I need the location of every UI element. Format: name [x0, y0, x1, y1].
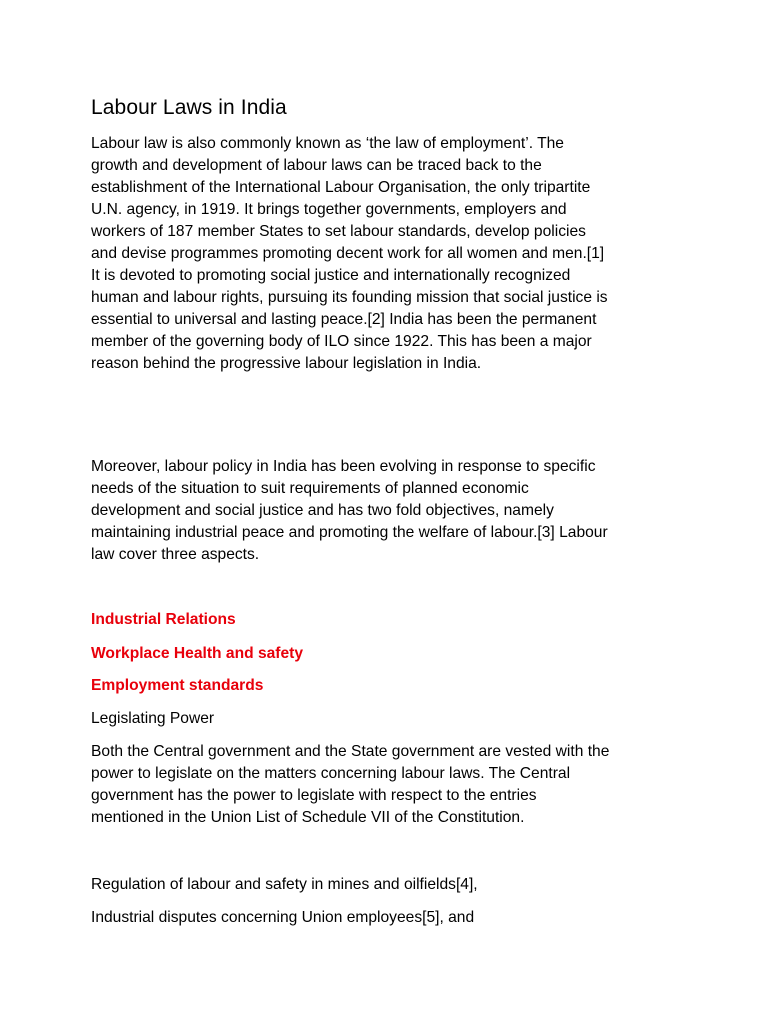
paragraph-line: development and social justice and has two fold objectives, namely	[91, 502, 554, 519]
page-title: Labour Laws in India	[91, 96, 287, 119]
legislation-paragraph	[91, 741, 691, 829]
paragraph-line: law cover three aspects.	[91, 546, 260, 563]
union-list-item-disputes: Industrial disputes concerning Union employees[5], and	[91, 909, 475, 926]
aspect-employment-standards: Employment standards	[91, 677, 264, 694]
paragraph-line: and devise programmes promoting decent work for all women and men.[1]	[91, 245, 605, 262]
paragraph-line: mentioned in the Union List of Schedule VII of the Constitution.	[91, 809, 525, 826]
paragraph-line: establishment of the International Labour Organisation, the only tripartite	[91, 179, 591, 196]
paragraph-line: member of the governing body of ILO since 1922. This has been a major	[91, 333, 592, 350]
paragraph-line: U.N. agency, in 1919. It brings together governments, employers and	[91, 201, 567, 218]
paragraph-line: Moreover, labour policy in India has been evolving in response to specific	[91, 458, 596, 475]
paragraph-line: essential to universal and lasting peace.[2] India has been the permanent	[91, 311, 597, 328]
policy-paragraph	[91, 456, 691, 566]
subheading-legislating-power: Legislating Power	[91, 710, 215, 727]
paragraph-line: Labour law is also commonly known as ‘the law of employment’. The	[91, 135, 564, 152]
paragraph-line: human and labour rights, pursuing its founding mission that social justice is	[91, 289, 608, 306]
aspect-workplace-health: Workplace Health and safety	[91, 645, 304, 662]
intro-paragraph	[91, 133, 691, 375]
paragraph-line: power to legislate on the matters concerning labour laws. The Central	[91, 765, 571, 782]
paragraph-line: growth and development of labour laws can be traced back to the	[91, 157, 542, 174]
paragraph-line: needs of the situation to suit requirements of planned economic	[91, 480, 529, 497]
union-list-item-mines: Regulation of labour and safety in mines and oilfields[4],	[91, 876, 478, 893]
paragraph-line: It is devoted to promoting social justice and internationally recognized	[91, 267, 571, 284]
aspect-industrial-relations: Industrial Relations	[91, 611, 236, 628]
paragraph-line: reason behind the progressive labour legislation in India.	[91, 355, 482, 372]
paragraph-line: Both the Central government and the State government are vested with the	[91, 743, 610, 760]
paragraph-line: workers of 187 member States to set labour standards, develop policies	[91, 223, 586, 240]
paragraph-line: maintaining industrial peace and promoting the welfare of labour.[3] Labour	[91, 524, 608, 541]
paragraph-line: government has the power to legislate with respect to the entries	[91, 787, 537, 804]
